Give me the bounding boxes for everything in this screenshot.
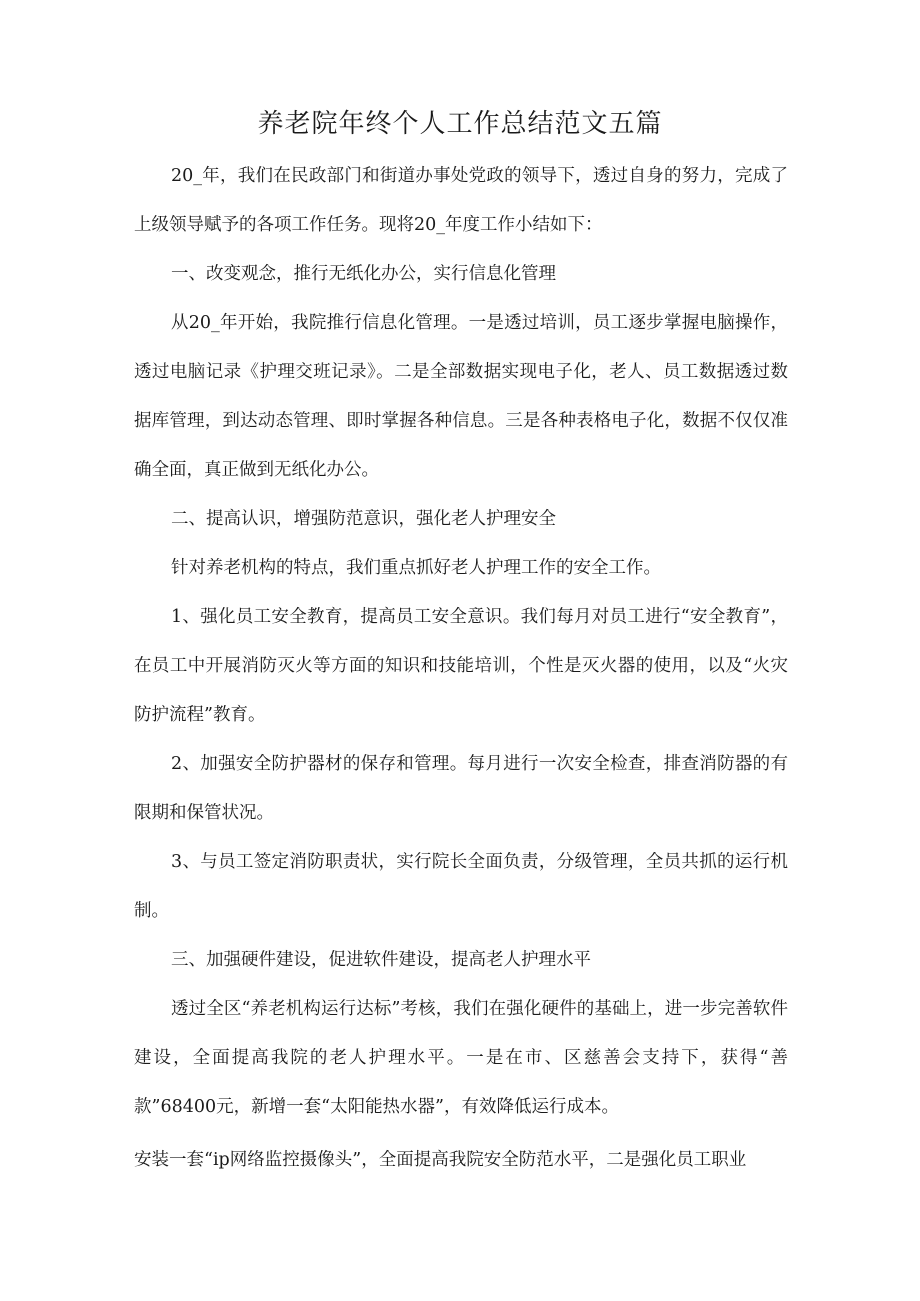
paragraph-intro: 20_年，我们在民政部门和街道办事处党政的领导下，透过自身的努力，完成了上级领导赋予的各项工作任务。现将20_年度工作小结如下： [134,166,788,235]
section-heading-3: 三、加强硬件建设，促进软件建设，提高老人护理水平 [171,950,591,970]
paragraph-safety-item-3: 3、与员工签定消防职责状，实行院长全面负责，分级管理，全员共抓的运行机制。 [134,852,788,921]
document-title: 养老院年终个人工作总结范文五篇 [257,109,663,139]
section-heading-2: 二、提高认识，增强防范意识，强化老人护理安全 [171,509,556,529]
paragraph-safety-item-1: 1、强化员工安全教育，提高员工安全意识。我们每月对员工进行“安全教育”，在员工中开展消防灭火等方面的知识和技能培训，个性是灭火器的使用，以及“火灾防护流程”教育。 [134,607,788,725]
paragraph-informatization: 从20_年开始，我院推行信息化管理。一是透过培训，员工逐步掌握电脑操作，透过电脑记录《护理交班记录》。二是全部数据实现电子化，老人、员工数据透过数据库管理，到达动态管理、即时掌握各种信息。三是各种表格电子化，数据不仅仅准确全面，真正做到无纸化办公。 [134,313,788,480]
paragraph-hardware: 透过全区“养老机构运行达标”考核，我们在强化硬件的基础上，进一步完善软件建设，全面提高我院的老人护理水平。一是在市、区慈善会支持下，获得“善款”68400元，新增一套“太阳能热水器”，有效降低运行成本。 [134,999,788,1117]
paragraph-camera: 安装一套“ip网络监控摄像头”，全面提高我院安全防范水平，二是强化员工职业 [134,1150,747,1170]
paragraph-safety-item-2: 2、加强安全防护器材的保存和管理。每月进行一次安全检查，排查消防器的有限期和保管状况。 [134,754,788,823]
section-heading-1: 一、改变观念，推行无纸化办公，实行信息化管理 [171,264,556,284]
document-body [134,152,788,1185]
paragraph-safety-focus: 针对养老机构的特点，我们重点抓好老人护理工作的安全工作。 [171,558,661,578]
